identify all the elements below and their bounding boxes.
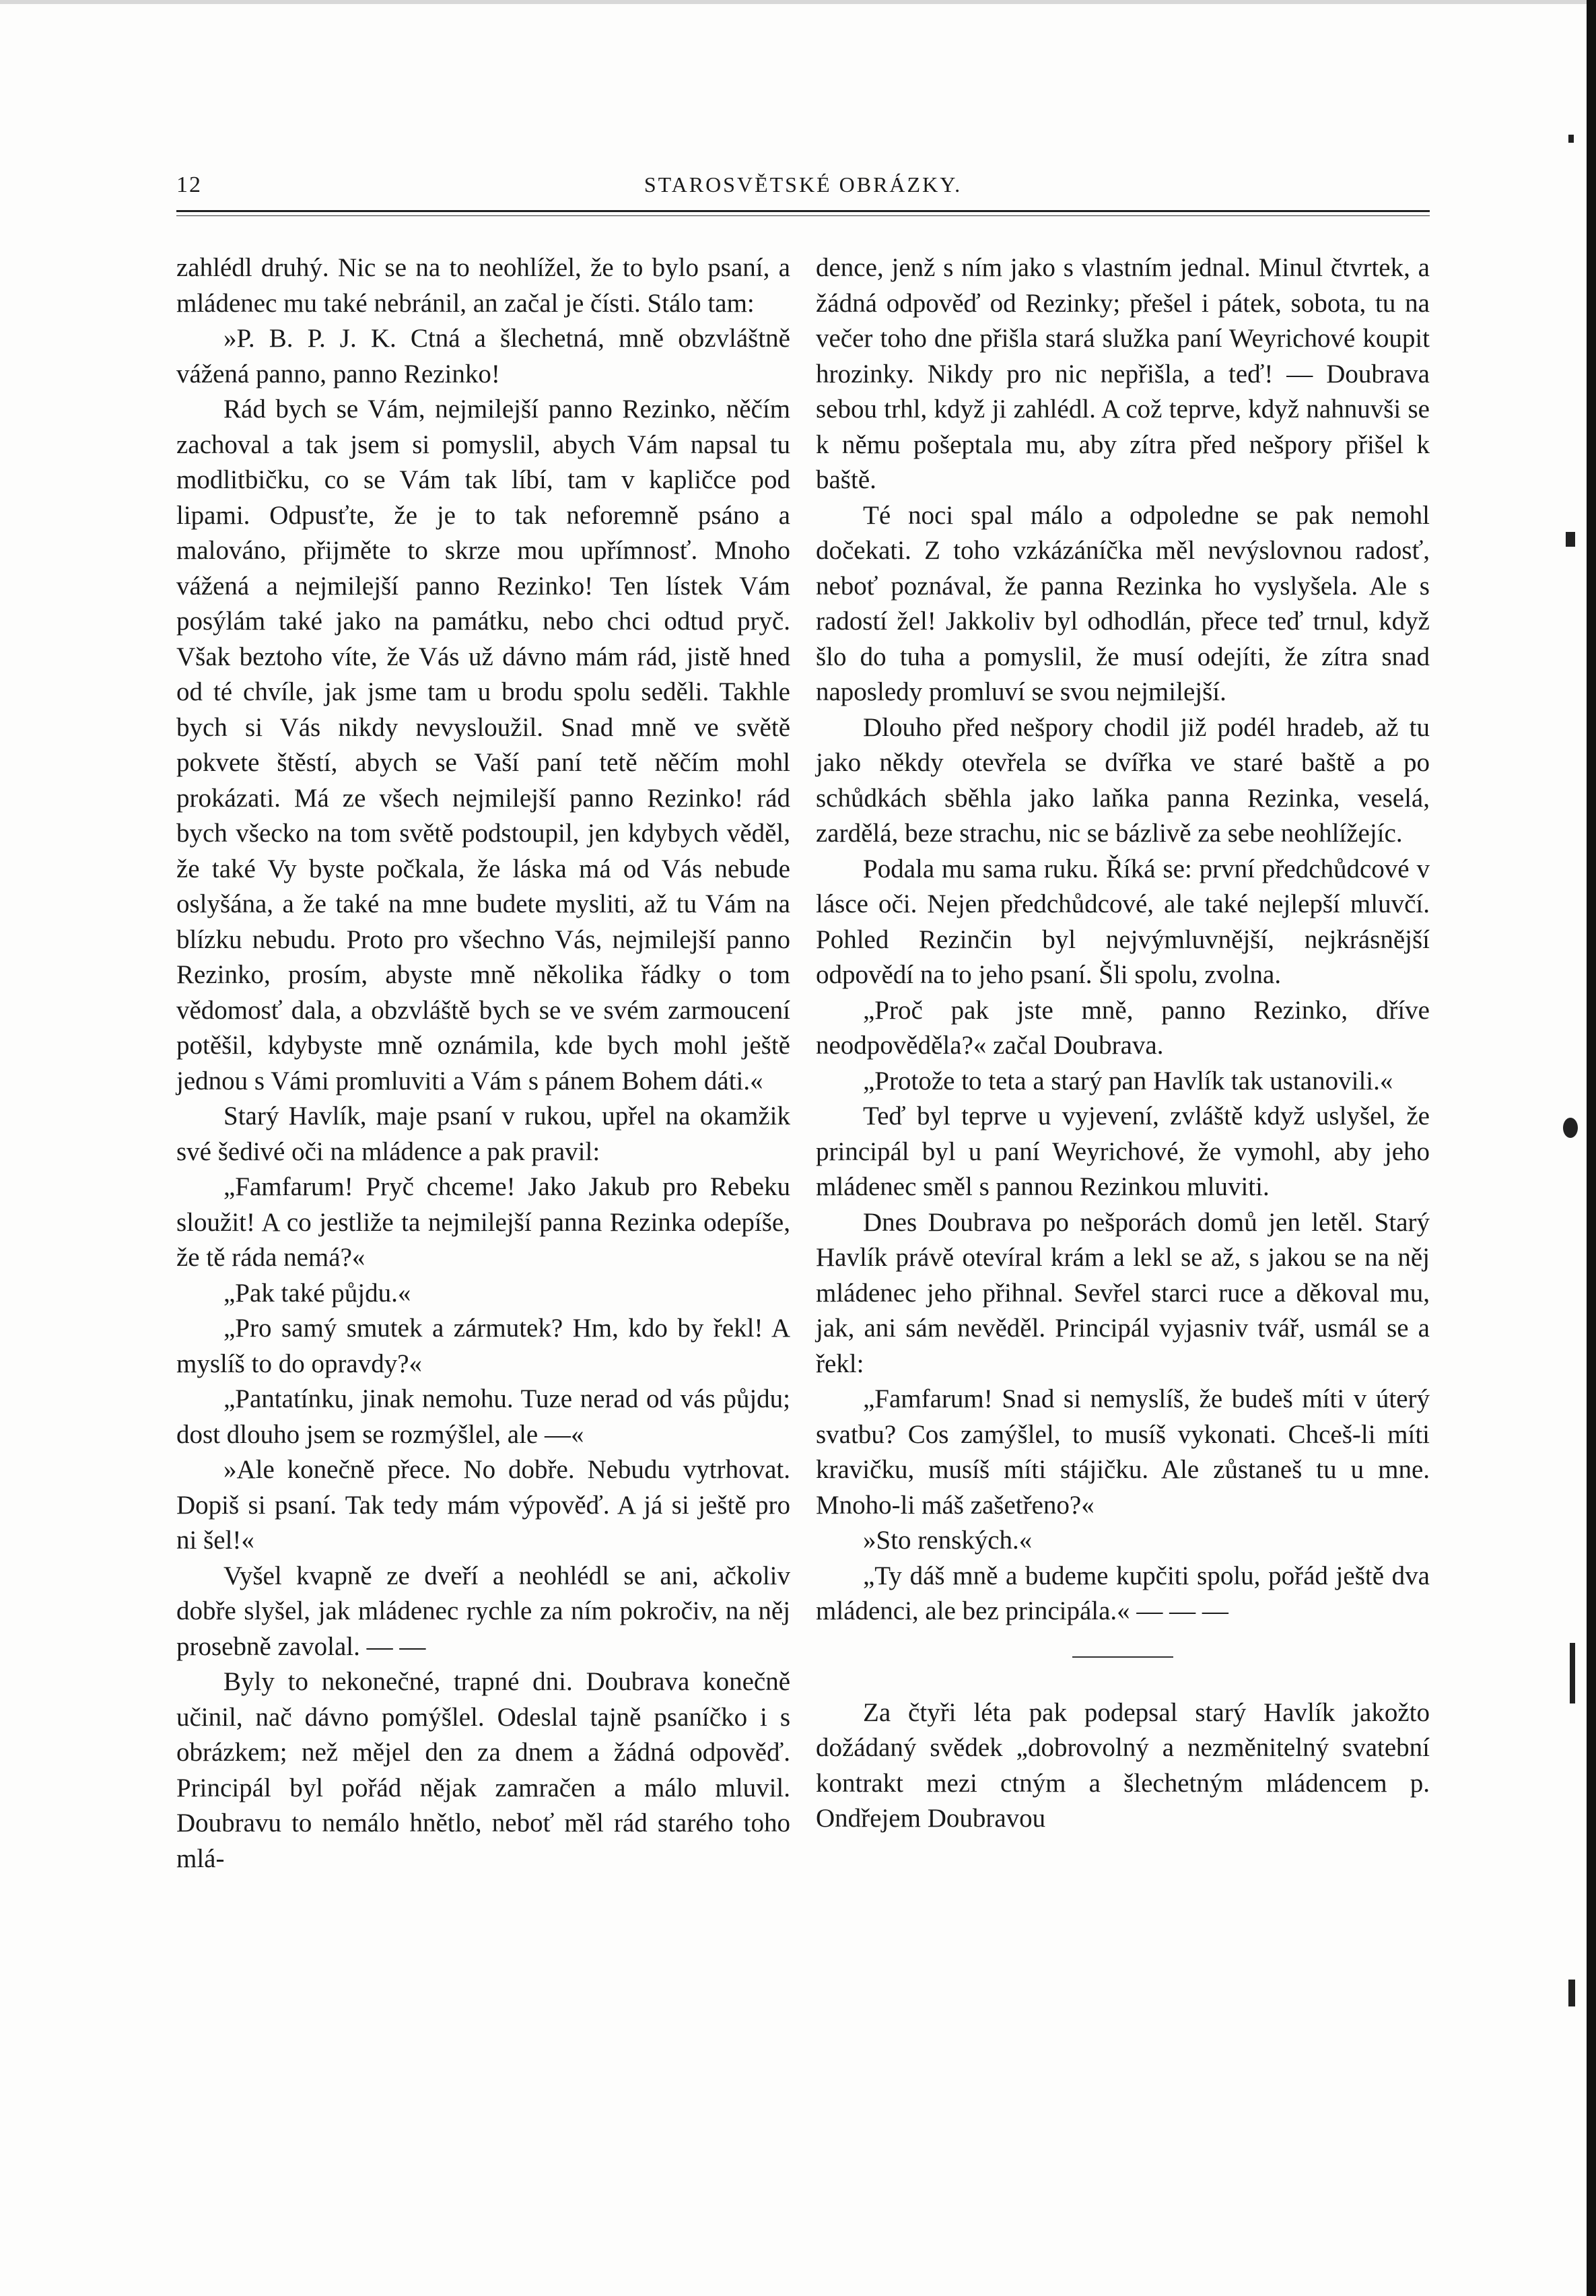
scan-top-edge <box>0 0 1596 4</box>
paragraph: Starý Havlík, maje psaní v rukou, upřel na okamžik své šedivé oči na mládence a pak pravil: <box>176 1102 790 1166</box>
paragraph: „Famfarum! Snad si nemyslíš, že budeš míti v úterý svatbu? Cos zamýšlel, to musíš vykonati. Chceš-li míti kravičku, musíš míti stájičku. Ale zůstaneš tu u mne. Mnoho-li máš zašetřeno?« <box>816 1384 1430 1520</box>
paragraph: Dnes Doubrava po nešporách domů jen letěl. Starý Havlík právě otevíral krám a lekl se až, s jakou se na něj mládenec jeho přihnal. Sevřel starci ruce a děkoval mu, jak, ani sám nevěděl. Principál vyjasniv tvář, usmál se a řekl: <box>816 1207 1430 1378</box>
paragraph: Rád bych se Vám, nejmilejší panno Rezinko, něčím zachoval a tak jsem si pomyslil, abych Vám napsal tu modlitbičku, co se Vám tak líbí, tam v kapličce pod lipami. Odpusťte, že je to tak neforemně psáno a malováno, přijměte to skrze mou upřímnosť. Mnoho vážená a nejmilejší panno Rezinko! Ten lístek Vám posýlám také jako na památku, nebo chci odtud pryč. Však beztoho víte, že Vás už dávno mám rád, jistě hned od té chvíle, jak jsme tam u brodu spolu seděli. Takhle bych si Vás nikdy nevysloužil. Snad mně ve světě pokvete štěstí, abych se Vaší paní tetě něčím mohl prokázati. Má ze všech nejmilejší panno Rezinko! rád bych všecko na tom světě podstoupil, jen kdybych věděl, že také Vy byste počkala, že láska má od Vás nebude oslyšána, a že také na mne budete mysliti, až tu Vám na blízku nebudu. Proto pro všechno Vás, nejmilejší panno Rezinko, prosím, abyste mně několika řádky o tom vědomosť dala, a obzvláště bych se ve svém zarmoucení potěšil, kdybyste mně oznámila, kde bych mohl ještě jednou s Vámi promluviti a Vám s pánem Bohem dáti.« <box>176 395 790 1095</box>
scan-speck <box>1568 1980 1575 2006</box>
paragraph: Byly to nekonečné, trapné dni. Doubrava konečně učinil, nač dávno pomýšlel. Odeslal tajně psaníčko i s obrázkem; než mějel den za dnem a žádná odpověď. Principál byl pořád nějak zamračen a málo mluvil. Doubravu to nemálo hnětlo, neboť měl rád starého toho mlá- <box>176 1667 790 1873</box>
paragraph: Dlouho před nešpory chodil již podél hradeb, až tu jako někdy otevřela se dvířka ve staré baště a po schůdkách sběhla jako laňka panna Rezinka, veselá, zardělá, beze strachu, nic se bázlivě za sebe neohlížejíc. <box>816 712 1430 848</box>
paragraph: „Pak také půjdu.« <box>223 1278 411 1308</box>
paragraph: Vyšel kvapně ze dveří a neohlédl se ani, ačkoliv dobře slyšel, jak mládenec rychle za ním pokročiv, na něj prosebně zavolal. — — <box>176 1561 790 1661</box>
paragraph: »Ale konečně přece. No dobře. Nebudu vytrhovat. Dopiš si psaní. Tak tedy mám výpověď. A já si ještě pro ni šel!« <box>176 1455 790 1555</box>
paragraph: „Pantatínku, jinak nemohu. Tuze nerad od vás půjdu; dost dlouho jsem se rozmýšlel, ale —« <box>176 1384 790 1449</box>
paragraph: Za čtyři léta pak podepsal starý Havlík jakožto dožádaný svědek „dobrovolný a nezměnitelný svatební kontrakt mezi ctným a šlechetným mládencem p. Ondřejem Doubravou <box>816 1697 1430 1833</box>
paragraph: „Ty dáš mně a budeme kupčiti spolu, pořád ještě dva mládenci, ale bez principála.« — — — <box>816 1561 1430 1625</box>
header-rule-thin <box>176 215 1430 216</box>
paragraph: Té noci spal málo a odpoledne se pak nemohl dočekati. Z toho vzkázáníčka měl nevýslovnou radosť, neboť poznával, že panna Rezinka ho vyslyšela. Ale s radostí žel! Jakkoliv byl odhodlán, přece teď trnul, když šlo do tuha a pomyslil, že musí odejíti, že zítra snad naposledy promluví se svou nejmilejší. <box>816 500 1430 706</box>
paragraph: „Pro samý smutek a zármutek? Hm, kdo by řekl! A myslíš to do opravdy?« <box>176 1314 790 1378</box>
header-rule <box>176 210 1430 212</box>
paragraph: »Sto renských.« <box>863 1526 1033 1555</box>
paragraph: dence, jenž s ním jako s vlastním jednal. Minul čtvrtek, a žádná odpověď od Rezinky; přešel i pátek, sobota, tu na večer toho dne přišla stará služka paní Weyrichové koupit hrozinky. Nikdy pro nic nepřišla, a teď! — Doubrava sebou trhl, když ji zahlédl. A což teprve, když nahnuvši se k němu pošeptala mu, aby zítra před nešpory přišel k baště. <box>816 253 1430 494</box>
page-number: 12 <box>176 172 202 197</box>
paragraph: Podala mu sama ruku. Říká se: první předchůdcové v lásce oči. Nejen předchůdcové, ale také nejlepší mluvčí. Pohled Rezinčin byl nejvýmluvnější, nejkrásnější odpovědí na to jeho psaní. Šli spolu, zvolna. <box>816 854 1430 989</box>
paragraph: „Famfarum! Pryč chceme! Jako Jakub pro Rebeku sloužit! A co jestliže ta nejmilejší panna Rezinka odepíše, že tě ráda nemá?« <box>176 1172 790 1272</box>
paragraph: »P. B. P. J. K. Ctná a šlechetná, mně obzvláštně vážená panno, panno Rezinko! <box>176 324 790 389</box>
scan-speck <box>1570 1643 1575 1703</box>
scan-speck <box>1566 532 1575 547</box>
running-head <box>176 172 1430 213</box>
section-divider <box>1072 1656 1173 1658</box>
paragraph: Teď byl teprve u vyjevení, zvláště když uslyšel, že principál byl u paní Weyrichové, že vymohl, aby jeho mládenec směl s pannou Rezinkou mluviti. <box>816 1102 1430 1201</box>
paragraph: „Protože to teta a starý pan Havlík tak ustanovili.« <box>863 1066 1393 1095</box>
scan-right-edge <box>1587 0 1596 2296</box>
right-column <box>816 250 1430 1837</box>
scan-speck <box>1563 1118 1578 1138</box>
left-column <box>176 250 790 1877</box>
running-title: STAROSVĚTSKÉ OBRÁZKY. <box>644 172 963 197</box>
paragraph: „Proč pak jste mně, panno Rezinko, dříve neodpověděla?« začal Doubrava. <box>816 995 1430 1060</box>
paragraph: zahlédl druhý. Nic se na to neohlížel, že to bylo psaní, a mládenec mu také nebránil, an začal je čísti. Stálo tam: <box>176 253 790 318</box>
scan-speck <box>1568 135 1574 143</box>
